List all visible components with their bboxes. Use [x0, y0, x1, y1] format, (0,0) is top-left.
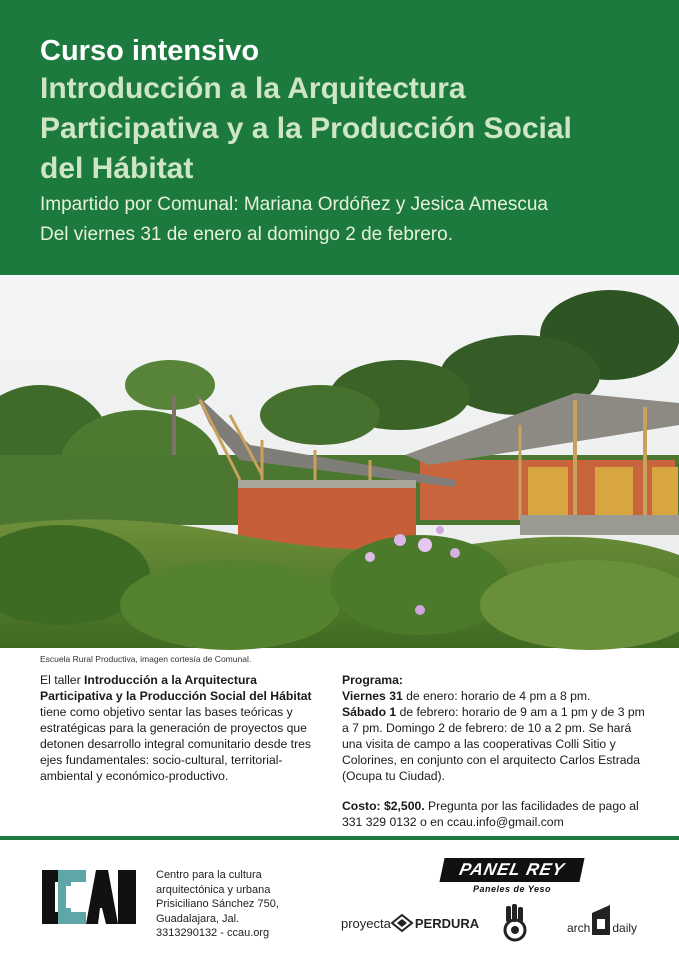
- contact-line: 3313290132 - ccau.org: [156, 927, 270, 939]
- course-kicker: Curso intensivo: [40, 35, 260, 67]
- proyecta-perdura-logo: [341, 914, 479, 932]
- course-dates: Del viernes 31 de enero al domingo 2 de febrero.: [40, 224, 453, 245]
- contact-line: Guadalajara, Jal.: [156, 912, 240, 925]
- cost-label: Costo: $2,500.: [342, 799, 425, 813]
- photo-caption: Escuela Rural Productiva, imagen cortesía de Comunal.: [40, 654, 252, 664]
- spacer: [342, 784, 647, 798]
- ccau-contact: [156, 868, 279, 941]
- contact-line: Centro para la cultura: [156, 869, 262, 881]
- program-day2-label: Sábado 1: [342, 705, 397, 719]
- ccau-logo-text: CCAU: [42, 854, 45, 855]
- description-text: tiene como objetivo sentar las bases teóricas y estratégicas para la generación de proyectos que detonen desarrollo integral comunitario desde tres ejes fundamentales: socio-cultural, territorial-ambiental y económico-productivo.: [40, 705, 311, 783]
- panel-rey-name: PANEL REY: [439, 858, 584, 882]
- cost-text: Pregunta por las facilidades de pago al 331 329 0132 o en ccau.info@gmail.com: [342, 799, 639, 829]
- program-day1-label: Viernes 31: [342, 689, 403, 703]
- panel-rey-logo: [442, 858, 582, 894]
- hand-logo-icon: [500, 904, 530, 942]
- program-cost: [342, 798, 647, 830]
- course-title-line: Participativa y a la Producción Social: [40, 112, 572, 145]
- program-day2: [342, 704, 647, 784]
- ccau-logo: [40, 854, 136, 930]
- contact-line: Prisiciliano Sánchez 750,: [156, 898, 279, 910]
- description-intro: El taller: [40, 673, 85, 687]
- proyecta-prefix: proyecta: [341, 915, 391, 931]
- header-banner: [0, 0, 679, 275]
- course-title-line: Introducción a la Arquitectura: [40, 72, 466, 105]
- archdaily-prefix: arch: [567, 921, 591, 935]
- program-day1-text: de enero: horario de 4 pm a 8 pm.: [402, 689, 591, 703]
- program-heading: Programa:: [342, 673, 403, 687]
- description-course-name: Introducción a la Arquitectura Participativa y la Producción Social del Hábitat: [40, 673, 312, 703]
- archdaily-mark-icon: [590, 905, 612, 935]
- contact-line: arquitectónica y urbana: [156, 883, 271, 896]
- course-title: [40, 69, 639, 189]
- footer-divider: [0, 836, 679, 840]
- perdura-brand: PERDURA: [414, 915, 480, 931]
- perdura-mark-icon: [391, 914, 413, 932]
- program-section: [342, 672, 647, 830]
- archdaily-logo: [567, 905, 637, 935]
- course-description: [40, 672, 330, 784]
- program-day1: [342, 688, 647, 704]
- instructors: Impartido por Comunal: Mariana Ordóñez y Jesica Amescua: [40, 194, 548, 215]
- building-photo: [0, 275, 679, 648]
- panel-rey-tagline: Paneles de Yeso: [472, 884, 552, 894]
- course-title-line: del Hábitat: [40, 152, 194, 185]
- archdaily-suffix: daily: [612, 921, 638, 935]
- program-day2-text: de febrero: horario de 9 am a 1 pm y de 3 pm a 7 pm. Domingo 2 de febrero: de 10 a 2 pm. Se hará una visita de campo a las cooperativas Colli Sitio y Colorines, en conjunto con el arquitecto Carlos Estrada (Ocupa tu Ciudad).: [342, 705, 645, 783]
